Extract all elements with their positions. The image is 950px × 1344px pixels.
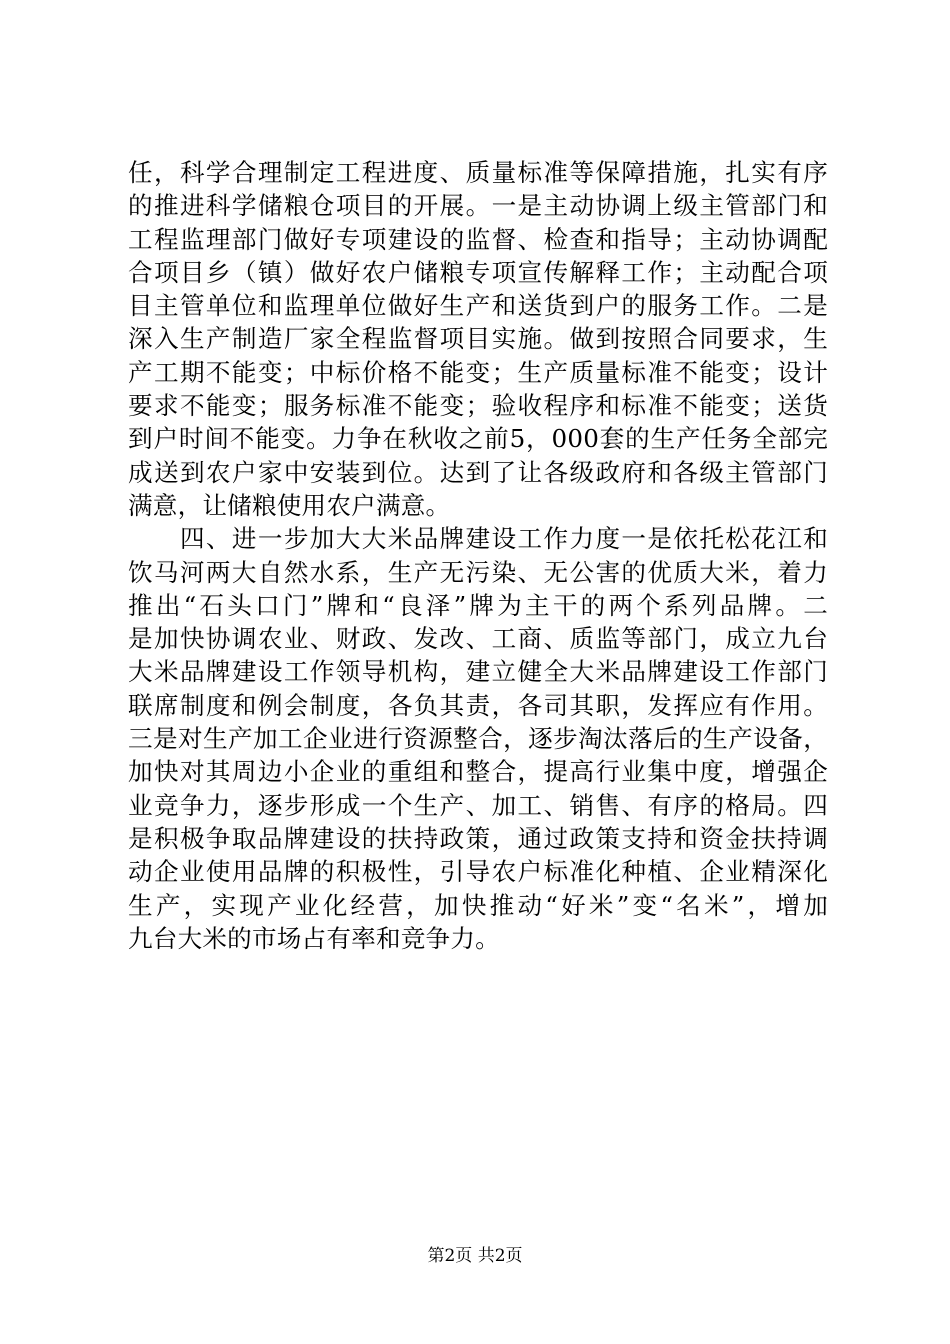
- text-line: 合项目乡（镇）做好农户储粮专项宣传解释工作；主动配合项: [128, 257, 828, 287]
- text-line: 四、进一步加大大米品牌建设工作力度一是依托松花江和: [128, 524, 828, 554]
- text-line: 饮马河两大自然水系，生产无污染、无公害的优质大米，着力: [128, 557, 828, 587]
- text-line: 成送到农户家中安装到位。达到了让各级政府和各级主管部门: [128, 457, 828, 487]
- text-line: 业竞争力，逐步形成一个生产、加工、销售、有序的格局。四: [128, 790, 828, 820]
- text-line: 是积极争取品牌建设的扶持政策，通过政策支持和资金扶持调: [128, 823, 828, 853]
- text-line: 任，科学合理制定工程进度、质量标准等保障措施，扎实有序: [128, 158, 828, 187]
- text-line: 目主管单位和监理单位做好生产和送货到户的服务工作。二是: [128, 291, 828, 321]
- text-line: 大米品牌建设工作领导机构，建立健全大米品牌建设工作部门: [128, 657, 828, 687]
- text-line: 是加快协调农业、财政、发改、工商、质监等部门，成立九台: [128, 624, 828, 654]
- text-line: 动企业使用品牌的积极性，引导农户标准化种植、企业精深化: [128, 857, 828, 887]
- text-line: 满意，让储粮使用农户满意。: [128, 490, 451, 520]
- text-line: 工程监理部门做好专项建设的监督、检查和指导；主动协调配: [128, 224, 828, 254]
- text-line: 推出“石头口门”牌和“良泽”牌为主干的两个系列品牌。二: [128, 590, 828, 620]
- text-line: 的推进科学储粮仓项目的开展。一是主动协调上级主管部门和: [128, 191, 828, 221]
- text-line: 九台大米的市场占有率和竞争力。: [128, 923, 500, 953]
- text-line: 三是对生产加工企业进行资源整合，逐步淘汰落后的生产设备，: [128, 724, 828, 754]
- text-line: 联席制度和例会制度，各负其责，各司其职，发挥应有作用。: [128, 690, 828, 720]
- body-text: [128, 156, 828, 955]
- text-line: 到户时间不能变。力争在秋收之前5，000套的生产任务全部完: [128, 424, 828, 454]
- text-line: 深入生产制造厂家全程监督项目实施。做到按照合同要求，生: [128, 324, 828, 354]
- text-line: 加快对其周边小企业的重组和整合，提高行业集中度，增强企: [128, 757, 828, 787]
- text-line: 产工期不能变；中标价格不能变；生产质量标准不能变；设计: [128, 357, 828, 387]
- text-line: 要求不能变；服务标准不能变；验收程序和标准不能变；送货: [128, 391, 828, 421]
- page-footer: 第2页 共2页: [427, 1246, 523, 1266]
- text-line: 生产，实现产业化经营，加快推动“好米”变“名米”，增加: [128, 890, 828, 920]
